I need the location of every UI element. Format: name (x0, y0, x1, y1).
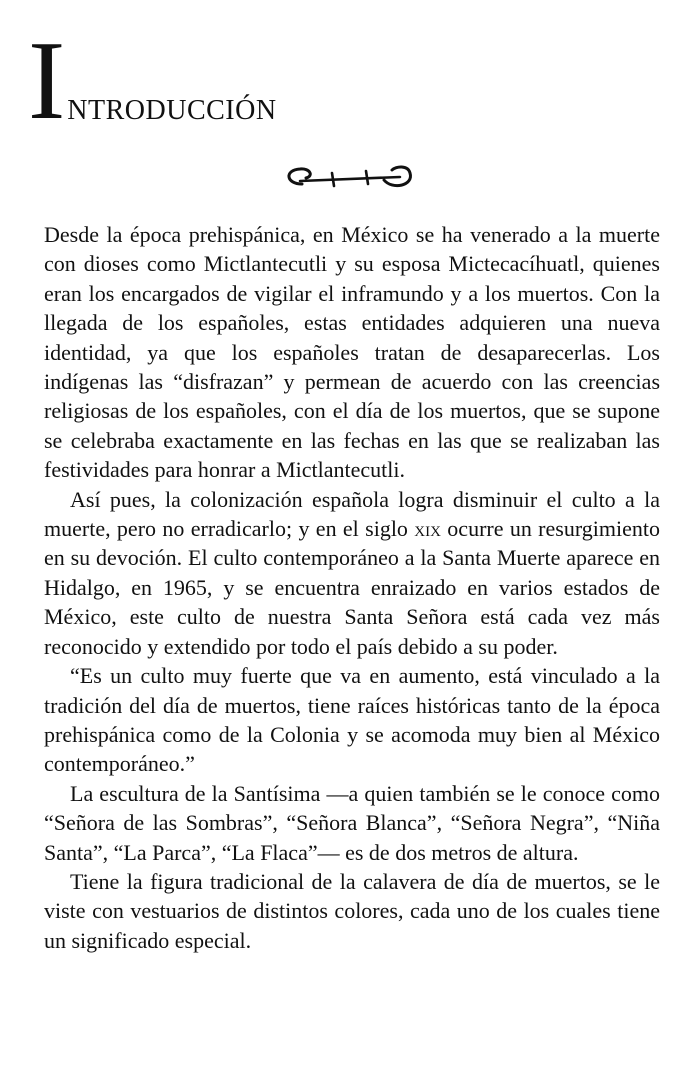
paragraph-1: Desde la época prehispánica, en México se ha venerado a la muerte con dioses como Mictlantecutli y su esposa Mictecacíhuatl, quienes eran los encargados de vigilar el inframundo y a los muertos. Con la llegada de los españoles, estas entidades adquieren una nueva identidad, ya que los españoles tratan de desaparecerlas. Los indígenas las “disfrazan” y permean de acuerdo con las creencias religiosas de los españoles, con el día de los muertos, que se supone se celebraba exactamente en las fechas en las que se realizaban las festividades para honrar a Mictlantecutli. (44, 222, 660, 483)
chapter-title (28, 19, 277, 143)
paragraph-2 (44, 485, 660, 661)
body-text (44, 220, 660, 955)
paragraph-2-after: ocurre un resurgimiento en su devoción. El culto contemporáneo a la Santa Muerte aparece en Hidalgo, en 1965, y se encuentra enraizado en varios estados de México, este culto de nuestra Santa Señora está cada vez más reconocido y extendido por todo el país debido a su poder. (44, 516, 660, 659)
paragraph-2-before: Así pues, la colonización española logra disminuir el culto a la muerte, pero no erradicarlo; y en el siglo (44, 486, 660, 542)
paragraph-3: “Es un culto muy fuerte que va en aumento, está vinculado a la tradición del día de muertos, tiene raíces históricas tanto de la época prehispánica como de la Colonia y se acomoda muy bien al México contemporáneo.” (44, 663, 660, 777)
title-drop-cap: I (28, 19, 64, 143)
title-rest: NTRODUCCIÓN (67, 95, 277, 127)
century-roman-numeral: xix (414, 516, 441, 542)
paragraph-4: La escultura de la Santísima —a quien también se le conoce como “Señora de las Sombras”, “Señora Blanca”, “Señora Negra”, “Niña Santa”, “La Parca”, “La Flaca”— es de dos metros de altura. (44, 780, 660, 865)
paragraph-5: Tiene la figura tradicional de la calavera de día de muertos, se le viste con vestuarios de distintos colores, cada uno de los cuales tiene un significado especial. (44, 868, 660, 953)
scroll-flourish-icon (280, 158, 420, 194)
